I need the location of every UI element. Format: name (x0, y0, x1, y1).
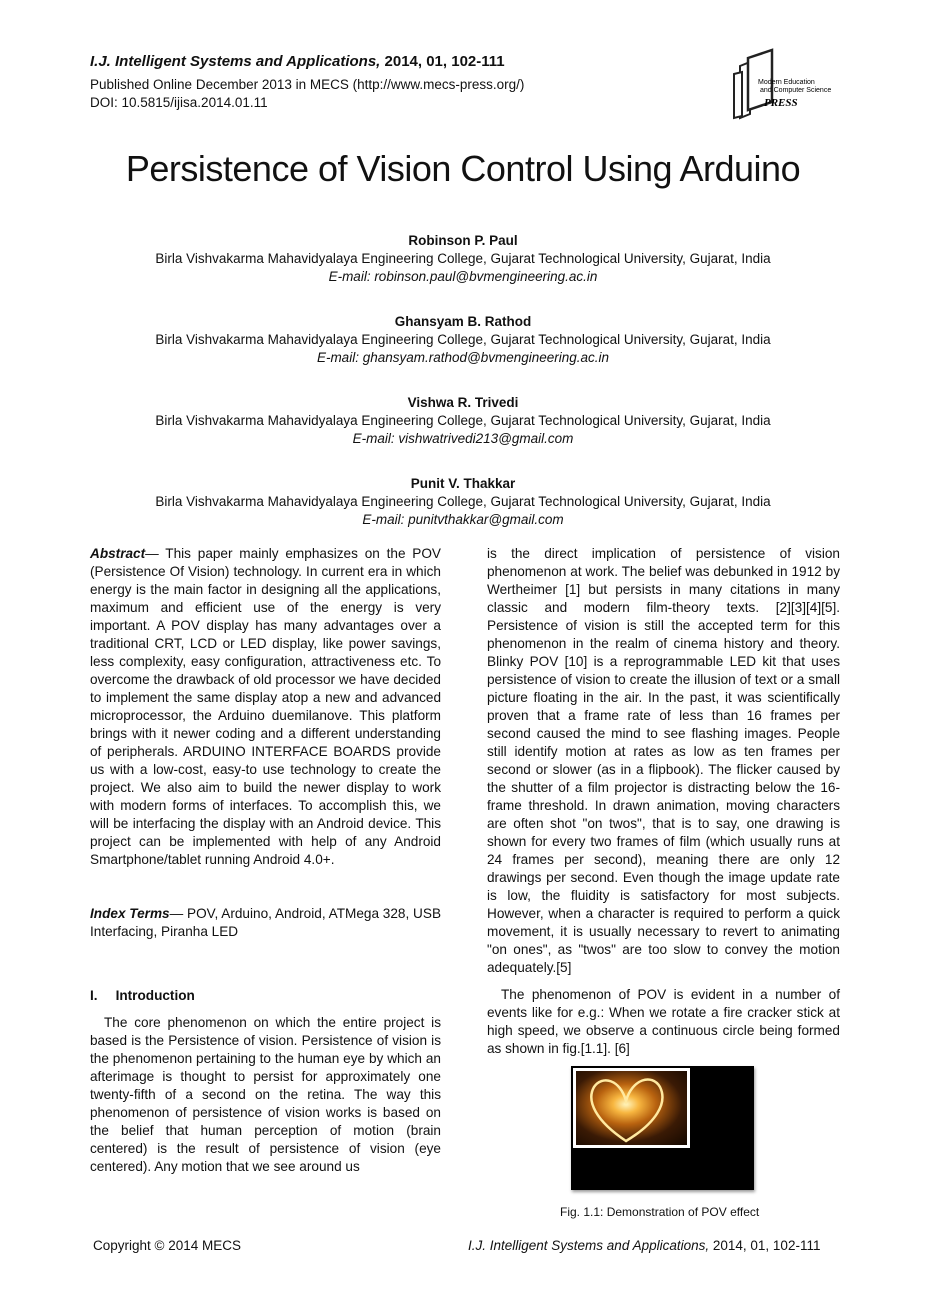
author-name: Punit V. Thakkar (410, 476, 516, 491)
svg-text:and Computer Science: and Computer Science (760, 87, 832, 94)
left-column (90, 545, 441, 1176)
author-block (0, 475, 926, 529)
intro-paragraph: The core phenomenon on which the entire project is based is the Persistence of vision. Persistence of vision is the phenomenon pertaining to the human eye by which an afterimage is thought to persist for approximately one twenty-fifth of a second on the retina. The way this phenomenon of persistence of vision works is based on the belief that human perception of motion (brain centered) is the result of persistence of vision (eye centered). Any motion that we see around us (90, 1015, 441, 1174)
abstract-label: Abstract (90, 546, 146, 561)
journal-issue: 2014, 01, 102-111 (380, 53, 505, 70)
sparkler-heart-image (573, 1068, 690, 1148)
section-heading (90, 987, 441, 1005)
author-affiliation: Birla Vishvakarma Mahavidyalaya Engineering College, Gujarat Technological University, Gujarat, India (155, 251, 771, 266)
footer-journal (468, 1238, 820, 1253)
author-email[interactable]: E-mail: robinson.paul@bvmengineering.ac.in (328, 269, 598, 284)
right-column (487, 545, 840, 1058)
svg-text:Modern Education: Modern Education (758, 79, 815, 86)
footer-issue: 2014, 01, 102-111 (709, 1238, 821, 1253)
author-name: Robinson P. Paul (408, 233, 518, 248)
body-paragraph: is the direct implication of persistence of vision phenomenon at work. The belief was debunked in 1912 by Wertheimer [1] but persists in many citations in many classic and modern film-theory texts. [2][3][4][5]. Persistence of vision is still the accepted term for this phenomenon in the realm of cinema history and theory. Blinky POV [10] is a reprogrammable LED kit that uses persistence of vision to create the illusion of text or a small picture floating in the air. In the past, it was scientifically proven that a frame rate of less than 16 frames per second caused the mind to see flashing images. People still identify motion at rates as low as ten frames per second or slower (as in a flipbook). The flicker caused by the shutter of a film projector is distracting below the 16-frame threshold. In drawn animation, moving characters are often shot "on twos", that is to say, one drawing is shown for every two frames of film (which usually runs at 24 frames per second), meaning there are only 12 drawings per second. Even though the image update rate is low, the fluidity is satisfactory for most subjects. However, when a character is required to perform a quick movement, it is usually necessary to revert to animating "on ones", as "twos" are too slow to convey the motion adequately.[5] (487, 546, 840, 975)
footer-journal-name: I.J. Intelligent Systems and Applications, (468, 1238, 710, 1253)
journal-header (90, 53, 505, 70)
author-affiliation: Birla Vishvakarma Mahavidyalaya Engineering College, Gujarat Technological University, Gujarat, India (155, 494, 771, 509)
abstract (90, 545, 441, 869)
figure-pov-demo (571, 1066, 754, 1190)
author-affiliation: Birla Vishvakarma Mahavidyalaya Engineering College, Gujarat Technological University, Gujarat, India (155, 332, 771, 347)
author-affiliation: Birla Vishvakarma Mahavidyalaya Engineering College, Gujarat Technological University, Gujarat, India (155, 413, 771, 428)
journal-name: I.J. Intelligent Systems and Applications, (90, 53, 381, 70)
footer-copyright: Copyright © 2014 MECS (93, 1238, 242, 1253)
author-block (0, 232, 926, 286)
author-email[interactable]: E-mail: vishwatrivedi213@gmail.com (352, 431, 574, 446)
body-paragraph: The phenomenon of POV is evident in a number of events like for e.g.: When we rotate a fire cracker stick at high speed, we observe a continuous circle being formed as shown in fig.[1.1]. [6] (487, 987, 840, 1056)
index-terms (90, 905, 441, 941)
author-name: Ghansyam B. Rathod (394, 314, 532, 329)
paper-title: Persistence of Vision Control Using Arduino (125, 148, 801, 189)
abstract-text: — This paper mainly emphasizes on the POV (Persistence Of Vision) technology. In current era in which energy is the main factor in designing all the applications, maximum and efficient use of the energy is very important. A POV display has many advantages over a traditional CRT, LCD or LED display, like power savings, less complexity, easy configuration, attractiveness etc. To overcome the drawback of old processor we have decided to implement the same display atop a new and advanced microprocessor, the Arduino duemilanove. This platform brings with it newer coding and a different understanding of peripherals. ARDUINO INTERFACE BOARDS provide us with a low-cost, easy-to use technology to create the project. We also aim to build the newer display to work with modern forms of interfaces. To accomplish this, we will be interfacing the display with an Android device. This project can be implemented with help of any Android Smartphone/tablet running Android 4.0+. (90, 546, 441, 867)
section-number: I. (90, 988, 98, 1003)
author-email[interactable]: E-mail: punitvthakkar@gmail.com (362, 512, 564, 527)
svg-text:PRESS: PRESS (764, 97, 798, 109)
section-title: Introduction (115, 988, 195, 1003)
author-block (0, 394, 926, 448)
author-email[interactable]: E-mail: ghansyam.rathod@bvmengineering.ac.in (316, 350, 610, 365)
figure-caption: Fig. 1.1: Demonstration of POV effect (560, 1205, 760, 1219)
index-terms-text: — POV, Arduino, Android, ATMega 328, USB Interfacing, Piranha LED (90, 906, 442, 939)
doi-line: DOI: 10.5815/ijisa.2014.01.11 (90, 95, 268, 110)
mecs-press-logo (728, 44, 840, 120)
index-terms-label: Index Terms (90, 906, 170, 921)
published-line: Published Online December 2013 in MECS (http://www.mecs-press.org/) (90, 77, 525, 92)
author-block (0, 313, 926, 367)
author-name: Vishwa R. Trivedi (407, 395, 519, 410)
